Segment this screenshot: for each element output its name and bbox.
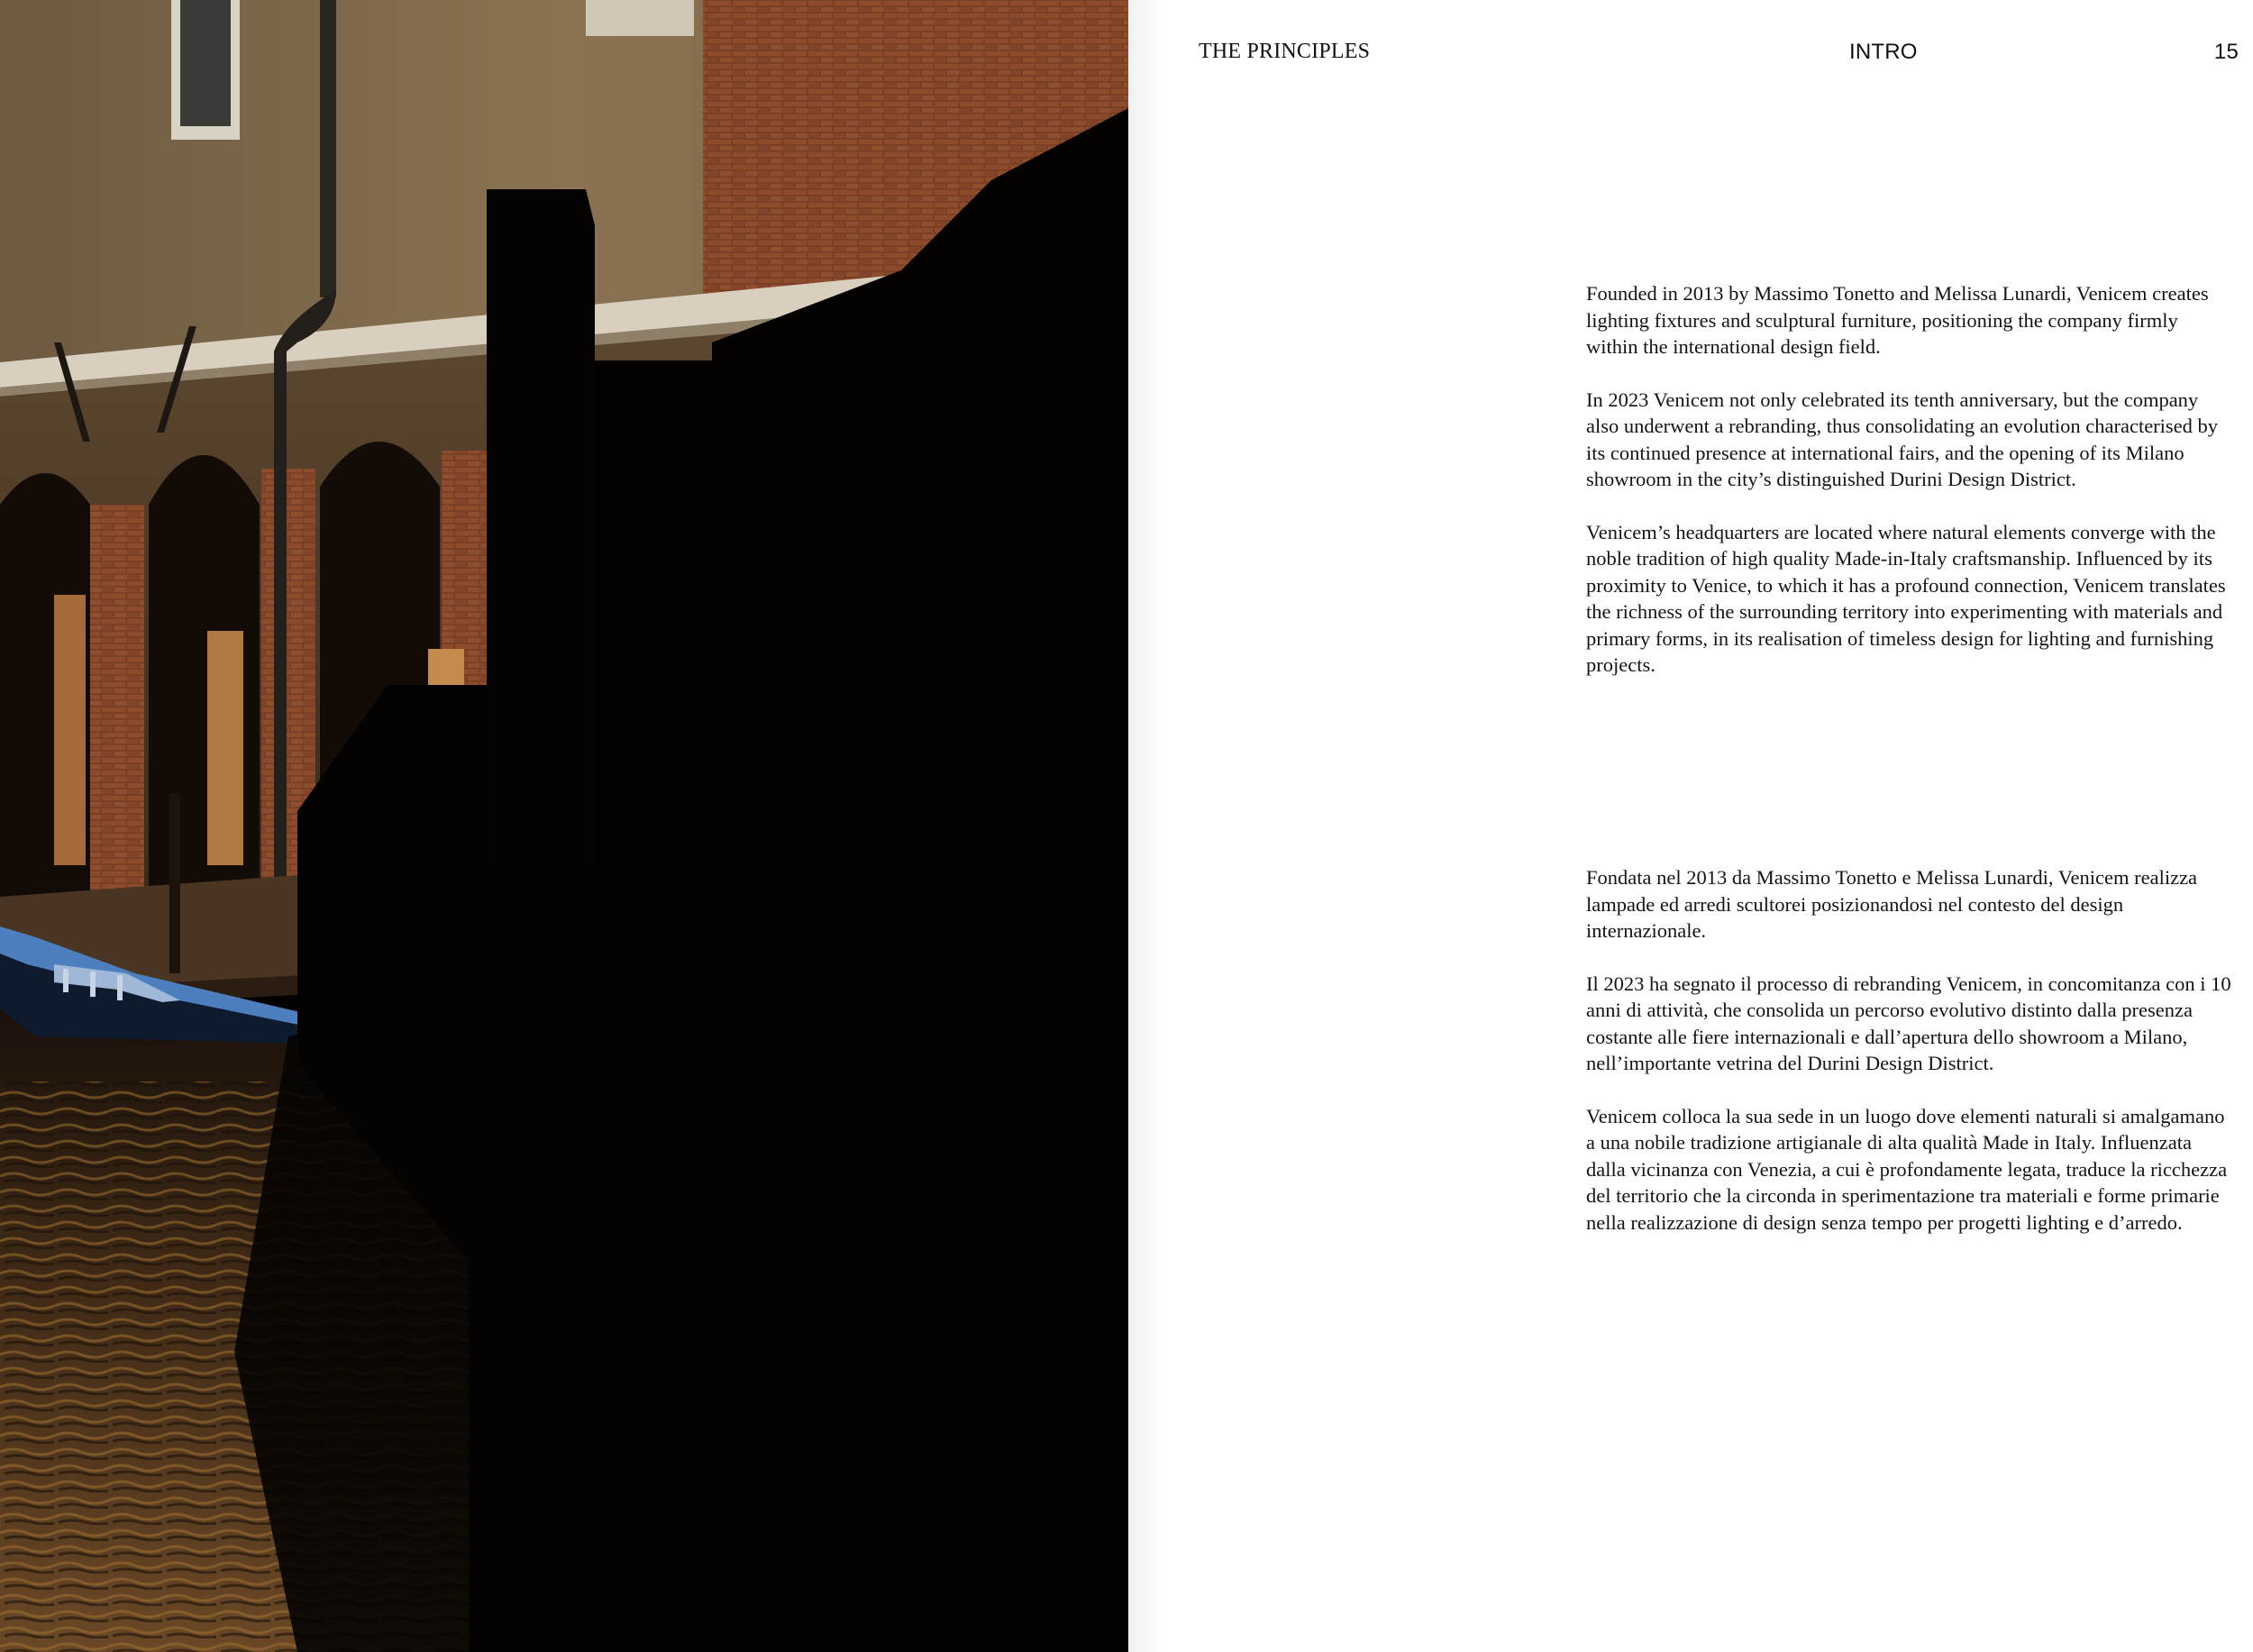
italian-paragraph: Il 2023 ha segnato il processo di rebranding Venicem, in concomitanza con i 10 anni di attività, che consolida un percorso evolutivo distinto dalla presenza costante alle fiere internazionali e dall’apertura dello showroom a Milano, nell’importante vetrina del Durini Design District. [1586, 972, 2231, 1074]
page-number: 15 [2213, 40, 2239, 64]
text-page [1128, 0, 2253, 1652]
italian-paragraph: Venicem colloca la sua sede in un luogo dove elementi naturali si amalgamano a una nobile tradizione artigianale di alta qualità Made in Italy. Influenzata dalla vicinanza con Venezia, a cui è profondamente legata, traduce la ricchezza del territorio che la circonda in sperimentazione tra materiali e forme primarie nella realizzazione di design senza tempo per progetti lighting e d’arredo. [1586, 1104, 2228, 1234]
english-paragraph: Founded in 2013 by Massimo Tonetto and Melissa Lunardi, Venicem creates lighting fixtures and sculptural furniture, positioning the company firmly within the international design field. [1586, 282, 2209, 358]
english-paragraph: Venicem’s headquarters are located where natural elements converge with the noble tradition of high quality Made-in-Italy craftsmanship. Influenced by its proximity to Venice, to which it has a profound connection, Venicem translates the richness of the surrounding territory into experimenting with materials and primary forms, in its realisation of timeless design for lighting and furnishing projects. [1586, 520, 2226, 676]
italian-paragraph: Fondata nel 2013 da Massimo Tonetto e Melissa Lunardi, Venicem realizza lampade ed arredi scultorei posizionandosi nel contesto del design internazionale. [1586, 866, 2198, 942]
chapter-title: INTRO [1849, 40, 1918, 64]
italian-text [1586, 864, 2231, 1236]
english-paragraph: In 2023 Venicem not only celebrated its tenth anniversary, but the company also underwent a rebranding, thus consolidating an evolution characterised by its continued presence at international fairs, and the opening of its Milano showroom in the city’s distinguished Durini Design District. [1586, 388, 2219, 490]
english-text [1586, 280, 2231, 679]
page-gutter-shadow [1128, 0, 1164, 1652]
section-title: THE PRINCIPLES [1199, 40, 1371, 63]
